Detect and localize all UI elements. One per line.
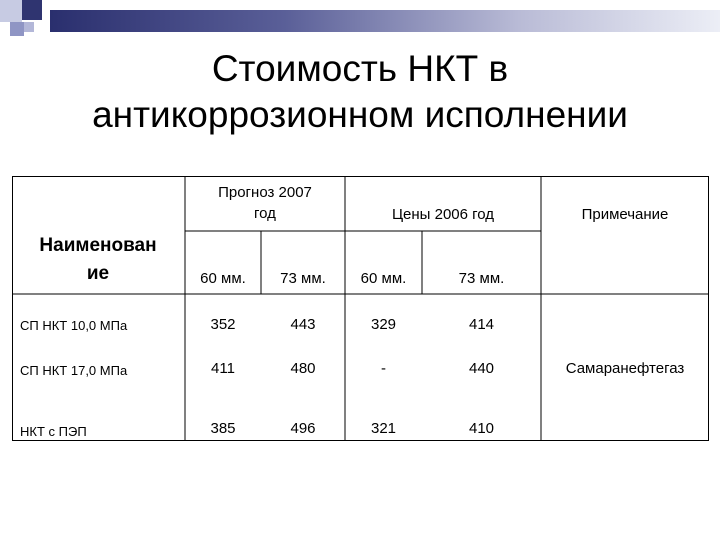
price-table [12,176,709,441]
table-cell: 496 [290,420,316,437]
table-cell: 411 [211,360,235,377]
table-cell: 480 [290,360,316,377]
header-name [12,232,184,288]
decorative-squares [24,22,34,32]
table-cell: 385 [210,420,236,437]
table-cell: 321 [370,420,397,437]
table-cell: 329 [370,316,397,333]
header-forecast-line-1: Прогноз 2007 [218,184,312,201]
row-label: НКТ с ПЭП [20,424,87,439]
header-forecast [185,182,345,224]
header-size: 60 мм. [360,270,407,287]
slide-title-line-1: Стоимость НКТ в [211,48,509,89]
table-cell: 410 [468,420,495,437]
decorative-squares [10,22,24,36]
table-cell: 440 [468,360,495,377]
decorative-header-bar [50,10,720,32]
decorative-squares [0,0,22,22]
header-note: Примечание [581,206,669,223]
header-prices: Цены 2006 год [391,206,495,223]
header-name-line-2: ие [86,263,110,284]
table-cell: - [381,360,386,377]
slide-title [0,46,720,138]
header-name-line-1: Наименован [39,235,157,256]
table-cell: 443 [290,316,316,333]
header-size: 73 мм. [458,270,505,287]
header-size: 73 мм. [280,270,326,287]
header-size: 60 мм. [200,270,246,287]
decorative-squares [22,0,42,20]
row-label: СП НКТ 10,0 МПа [20,318,128,333]
table-cell: 414 [468,316,495,333]
row-label: СП НКТ 17,0 МПа [20,363,128,378]
note-value: Самаранефтегаз [565,360,685,377]
table-cell: 352 [210,316,236,333]
slide-title-line-2: антикоррозионном исполнении [92,94,628,135]
header-forecast-line-2: год [254,205,276,222]
